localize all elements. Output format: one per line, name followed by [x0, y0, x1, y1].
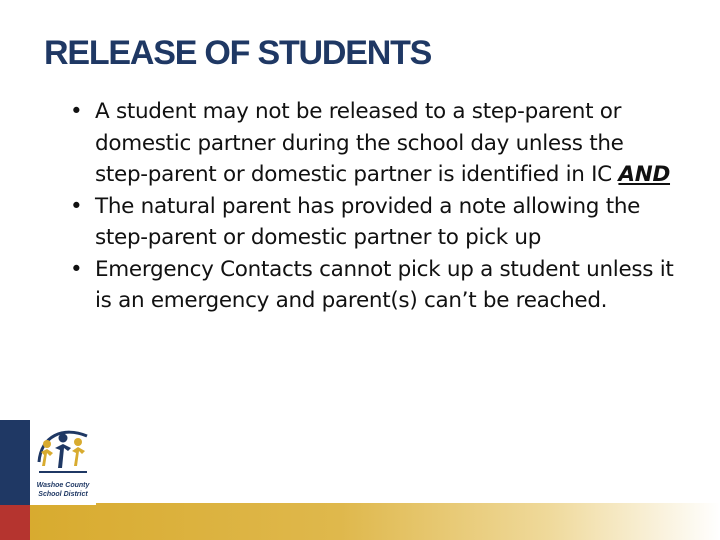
footer-gold-band	[30, 503, 720, 540]
bullet-emphasis: AND	[618, 162, 671, 187]
district-logo	[30, 420, 96, 505]
bullet-dot: •	[70, 193, 83, 219]
bullet-text: The natural parent has provided a note allowing the step-parent or domestic partner to pick up	[95, 193, 641, 250]
bullet-text: A student may not be released to a step-parent or domestic partner during the school day unless the step-parent or domestic partner is identified in IC	[95, 99, 624, 187]
school-district-figures-icon	[33, 422, 93, 480]
bullet-text: Emergency Contacts cannot pick up a student unless it is an emergency and parent(s) can’t be reached.	[95, 256, 674, 313]
bullet-list	[70, 96, 680, 317]
bullet-item	[70, 191, 680, 254]
slide-title: RELEASE OF STUDENTS	[44, 34, 432, 72]
logo-text-line2: School District	[38, 491, 88, 498]
bullet-dot: •	[70, 99, 83, 124]
side-red-accent	[0, 505, 30, 540]
logo-text-line1: Washoe County	[36, 482, 90, 489]
bullet-item	[70, 96, 680, 191]
bullet-item	[70, 254, 680, 317]
bullet-dot: •	[70, 256, 83, 282]
